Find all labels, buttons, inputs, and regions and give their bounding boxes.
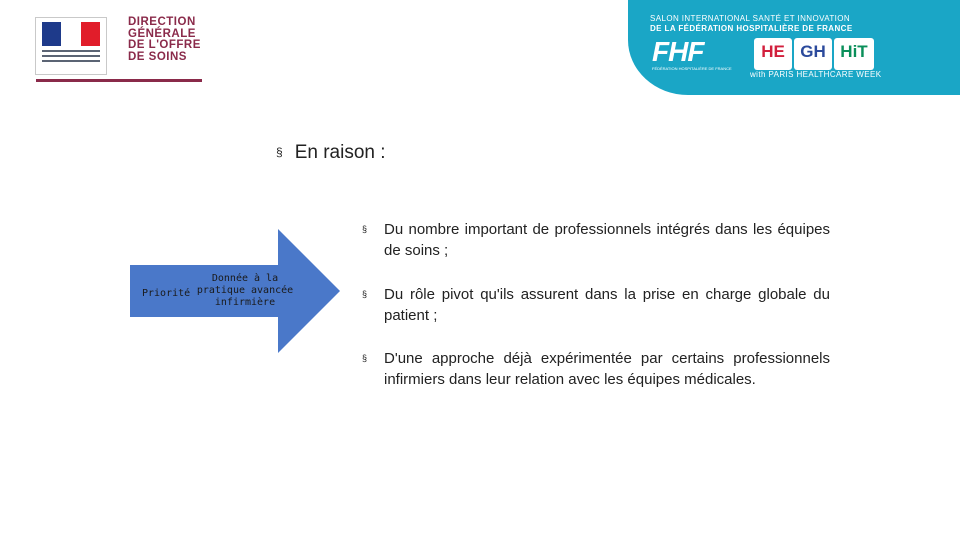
french-flag-icon (42, 22, 100, 46)
bullet-square-icon: § (276, 145, 283, 159)
paris-healthcare-week: with PARIS HEALTHCARE WEEK (750, 70, 882, 79)
fhf-subtitle: FÉDÉRATION HOSPITALIÈRE DE FRANCE (652, 66, 732, 71)
main-bullet-text: En raison : (294, 142, 386, 163)
badge-hit: HiT (834, 38, 874, 70)
list-item-text: Du nombre important de professionnels intégrés dans les équipes de soins ; (384, 221, 830, 259)
bullet-square-icon: § (362, 224, 368, 234)
list-item (362, 284, 830, 326)
logo-underline (36, 79, 202, 82)
ministry-text-lines (42, 50, 100, 65)
list-item (362, 348, 830, 390)
marianne-emblem (35, 17, 107, 75)
dgos-title: DIRECTION GÉNÉRALE DE L'OFFRE DE SOINS (128, 16, 201, 63)
arrow-label-center: Donnée à la pratique avancée infirmière (196, 273, 294, 308)
list-item (362, 219, 830, 261)
dgos-logo (33, 14, 203, 86)
bullet-square-icon: § (362, 289, 368, 299)
fhf-logo: FHF (652, 36, 704, 67)
fhf-banner (628, 0, 960, 95)
main-bullet (276, 142, 386, 164)
bullet-square-icon: § (362, 353, 368, 363)
badge-he: HE (754, 38, 792, 70)
badge-gh: GH (794, 38, 832, 70)
banner-line-1: SALON INTERNATIONAL SANTÉ ET INNOVATION (650, 14, 851, 23)
banner-line-2: DE LA FÉDÉRATION HOSPITALIÈRE DE FRANCE (650, 24, 853, 33)
arrow-label-priority: Priorité (142, 288, 191, 299)
list-item-text: Du rôle pivot qu'ils assurent dans la prise en charge globale du patient ; (384, 286, 830, 324)
list-item-text: D'une approche déjà expérimentée par certains professionnels infirmiers dans leur relation avec les équipes médicales. (384, 350, 830, 388)
